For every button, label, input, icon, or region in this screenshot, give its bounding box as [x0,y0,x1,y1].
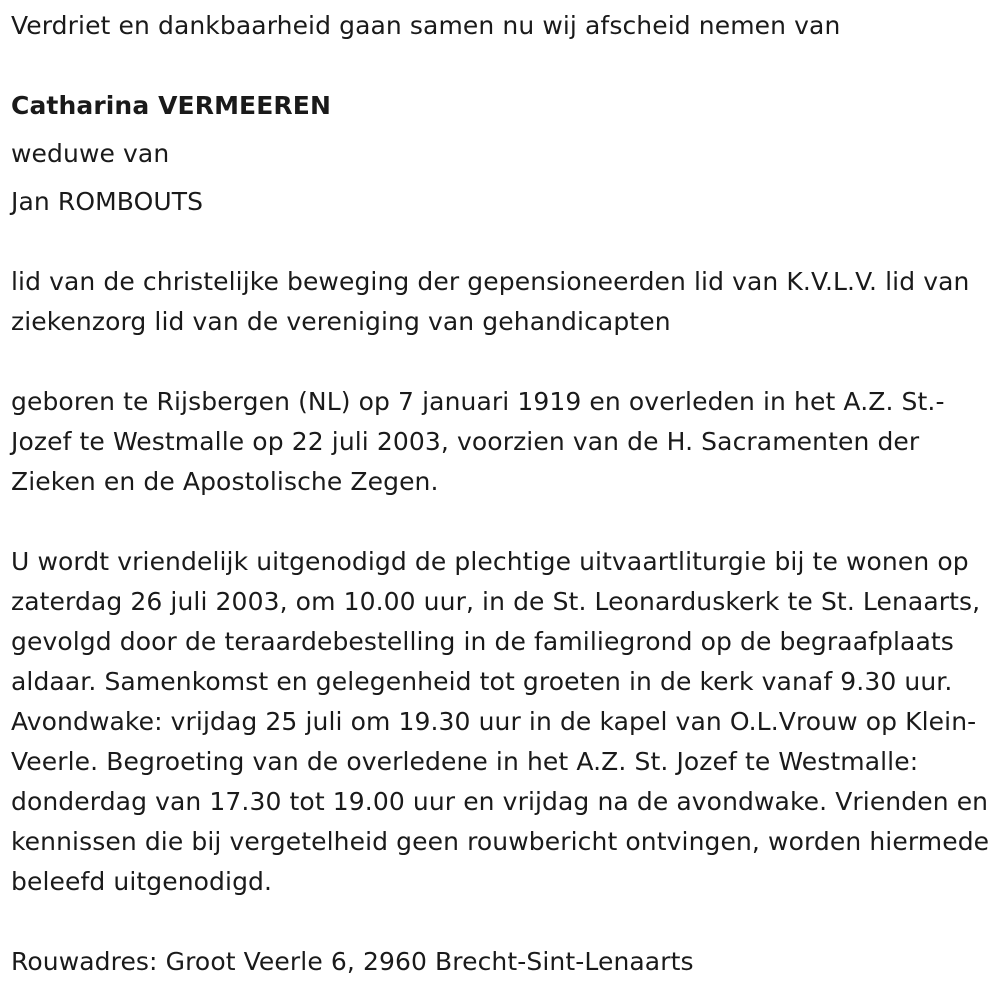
deceased-name: Catharina VERMEEREN [11,91,331,120]
funeral-invitation-paragraph: U wordt vriendelijk uitgenodigd de plechtige uitvaartliturgie bij te wonen op zaterdag 26 juli 2003, om 10.00 uur, in de St. Leonarduskerk te St. Lenaarts, gevolgd door de teraardebestelling in de familiegrond op de begraafplaats aldaar. Samenkomst en gelegenheid tot groeten in de kerk vanaf 9.30 uur. Avondwake: vrijdag 25 juli om 19.30 uur in de kapel van O.L.Vrouw op Klein-Veerle. Begroeting van de overledene in het A.Z. St. Jozef te Westmalle: donderdag van 17.30 tot 19.00 uur en vrijdag na de avondwake. Vrienden en kennissen die bij vergetelheid geen rouwbericht ontvingen, worden hiermede beleefd uitgenodigd. [11,547,990,896]
mourning-address: Rouwadres: Groot Veerle 6, 2960 Brecht-Sint-Lenaarts [11,947,694,976]
relation-text: weduwe van [11,139,170,168]
birth-death-paragraph: geboren te Rijsbergen (NL) op 7 januari 1919 en overleden in het A.Z. St.-Jozef te Westmalle op 22 juli 2003, voorzien van de H. Sacramenten der Zieken en de Apostolische Zegen. [11,387,945,496]
opening-line: Verdriet en dankbaarheid gaan samen nu wij afscheid nemen van [11,11,841,40]
spouse-name: Jan ROMBOUTS [11,187,204,216]
memberships-paragraph: lid van de christelijke beweging der gepensioneerden lid van K.V.L.V. lid van ziekenzorg lid van de vereniging van gehandicapten [11,267,970,336]
